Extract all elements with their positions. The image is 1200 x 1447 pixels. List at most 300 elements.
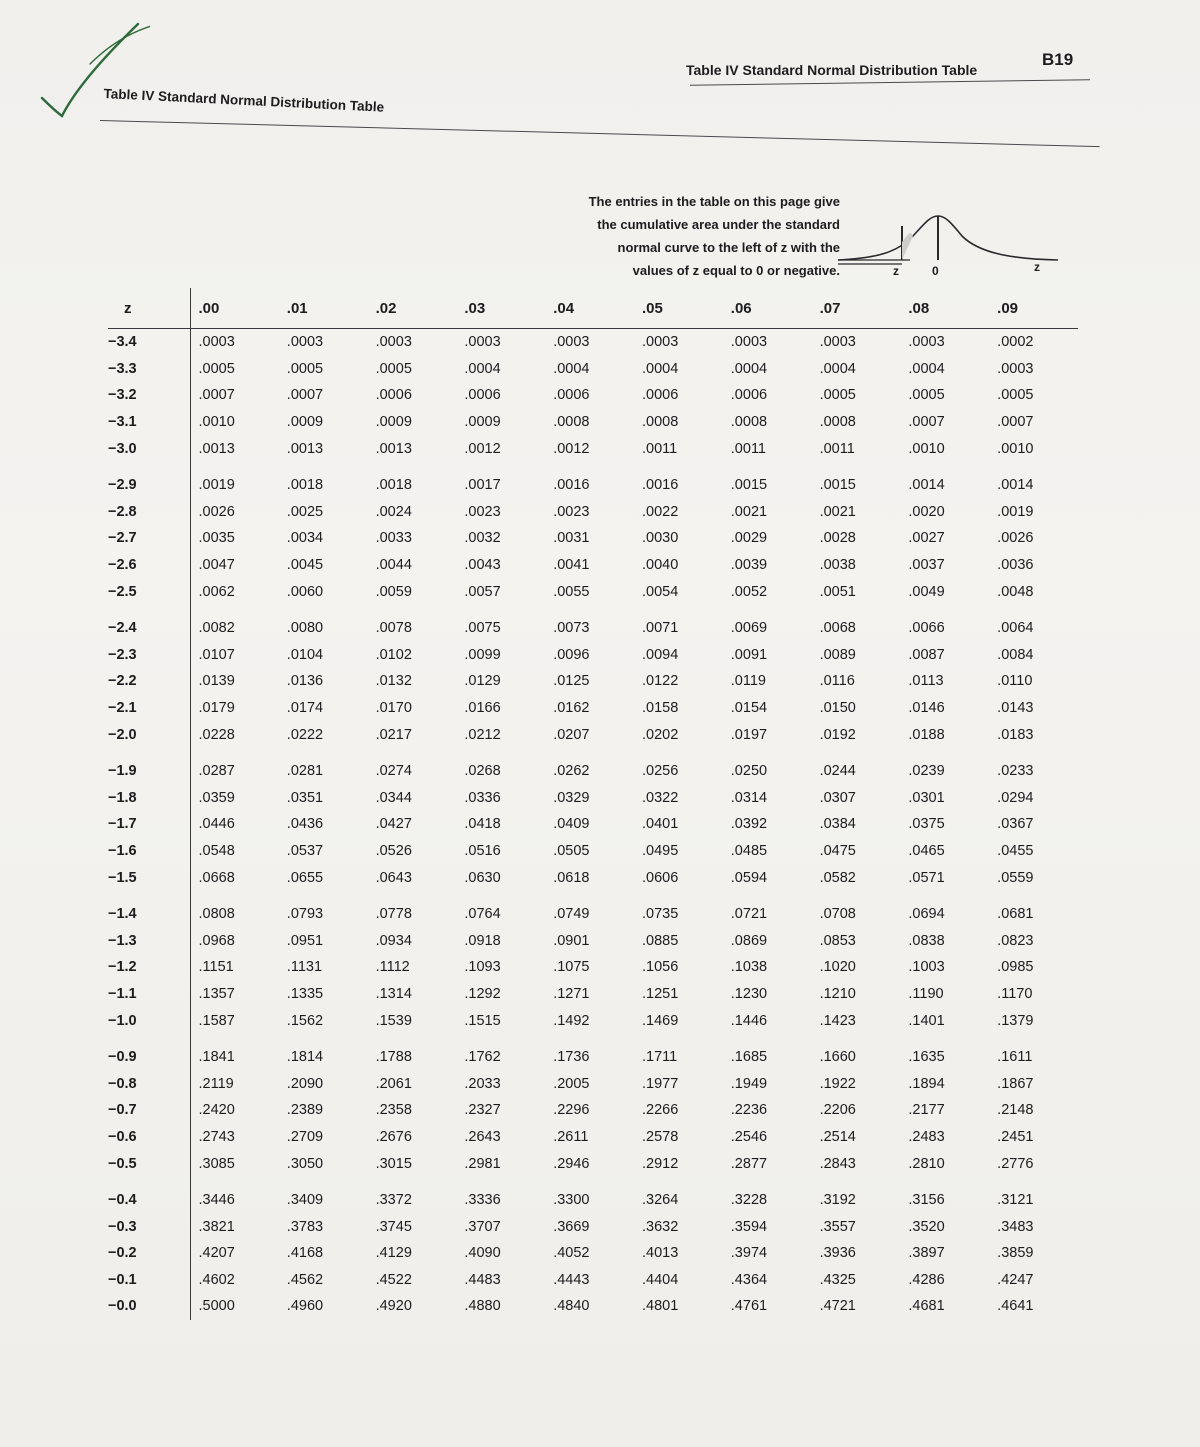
probability-cell: .1814: [286, 1049, 324, 1066]
probability-cell: .0013: [198, 440, 235, 457]
probability-cell: .0019: [198, 477, 235, 494]
probability-cell: .0096: [553, 646, 590, 663]
z-value-cell: −2.6: [108, 552, 190, 579]
probability-cell: .0051: [819, 583, 856, 600]
probability-cell: .0559: [997, 869, 1034, 886]
probability-cell: .0052: [730, 583, 768, 600]
probability-cell: .1401: [908, 1012, 945, 1029]
probability-cell: .4207: [198, 1245, 235, 1262]
probability-cell: .0250: [730, 763, 768, 780]
probability-cell: .2451: [997, 1128, 1034, 1145]
probability-cell: .0060: [286, 583, 324, 600]
probability-cell: .0025: [286, 503, 324, 520]
table-row: [108, 1007, 1078, 1034]
probability-cell: .0129: [464, 673, 501, 690]
probability-cell: .2358: [375, 1102, 412, 1119]
description-line: the cumulative area under the standard: [597, 217, 840, 232]
probability-cell: .0029: [730, 530, 768, 547]
probability-cell: .2810: [908, 1155, 945, 1172]
probability-cell: .0268: [464, 763, 501, 780]
probability-cell: .0022: [641, 503, 679, 520]
probability-cell: .0010: [908, 440, 945, 457]
probability-cell: .0009: [286, 414, 324, 431]
probability-cell: .0082: [198, 620, 235, 637]
probability-cell: .0344: [375, 789, 412, 806]
z-value-cell: −3.4: [108, 329, 190, 356]
z-value-cell: −1.9: [108, 748, 190, 785]
probability-cell: .1151: [198, 959, 234, 976]
probability-cell: .3156: [908, 1192, 945, 1209]
probability-cell: .0099: [464, 646, 501, 663]
table-row: [108, 435, 1078, 462]
zero-label: 0: [932, 264, 939, 278]
z-value-cell: −3.1: [108, 409, 190, 436]
probability-cell: .4247: [997, 1271, 1034, 1288]
probability-cell: .4681: [908, 1298, 945, 1315]
probability-cell: .0455: [997, 842, 1034, 859]
header-row: [108, 288, 1078, 329]
probability-cell: .1357: [198, 985, 235, 1002]
table-row: [108, 1097, 1078, 1124]
probability-cell: .2420: [198, 1102, 235, 1119]
probability-cell: .2296: [553, 1102, 590, 1119]
probability-cell: .0037: [908, 557, 945, 574]
z-left-label: z: [893, 264, 899, 278]
probability-cell: .0032: [464, 530, 501, 547]
probability-cell: .0351: [286, 789, 324, 806]
table-row: [108, 695, 1078, 722]
probability-cell: .3264: [641, 1192, 679, 1209]
probability-cell: .2776: [997, 1155, 1034, 1172]
probability-cell: .1539: [375, 1012, 412, 1029]
probability-cell: .0007: [198, 387, 235, 404]
probability-cell: .3594: [730, 1218, 768, 1235]
z-value-cell: −3.3: [108, 356, 190, 383]
table-row: [108, 525, 1078, 552]
probability-cell: .0170: [375, 700, 412, 717]
probability-cell: .3085: [198, 1155, 235, 1172]
probability-cell: .0005: [908, 387, 945, 404]
probability-cell: .0146: [908, 700, 945, 717]
probability-cell: .4129: [375, 1245, 412, 1262]
probability-cell: .1112: [375, 959, 410, 976]
probability-cell: .0104: [286, 646, 324, 663]
probability-cell: .0014: [997, 477, 1034, 494]
probability-cell: .1230: [730, 985, 768, 1002]
probability-cell: .0017: [464, 477, 501, 494]
probability-cell: .0008: [730, 414, 768, 431]
probability-cell: .0005: [198, 360, 235, 377]
probability-cell: .0418: [464, 816, 501, 833]
probability-cell: .0015: [730, 477, 768, 494]
probability-cell: .0192: [819, 726, 856, 743]
probability-cell: .0485: [730, 842, 768, 859]
z-right-label: z: [1034, 260, 1040, 274]
probability-cell: .4721: [819, 1298, 856, 1315]
table-row: [108, 1267, 1078, 1294]
column-header: .00: [190, 288, 279, 329]
probability-cell: .0028: [819, 530, 856, 547]
probability-cell: .0154: [730, 700, 768, 717]
probability-cell: .0778: [375, 906, 412, 923]
table-row: [108, 668, 1078, 695]
probability-cell: .1251: [641, 985, 679, 1002]
probability-cell: .0027: [908, 530, 945, 547]
probability-cell: .4168: [286, 1245, 324, 1262]
z-value-cell: −1.7: [108, 811, 190, 838]
probability-cell: .2005: [553, 1075, 590, 1092]
probability-cell: .2236: [730, 1102, 768, 1119]
probability-cell: .0006: [553, 387, 590, 404]
table-row: [108, 462, 1078, 499]
probability-cell: .2877: [730, 1155, 768, 1172]
probability-cell: .0233: [997, 763, 1034, 780]
probability-cell: .0010: [997, 440, 1034, 457]
z-value-cell: −0.6: [108, 1124, 190, 1151]
table-row: [108, 811, 1078, 838]
probability-cell: .0951: [286, 932, 324, 949]
probability-cell: .1093: [464, 959, 501, 976]
z-value-cell: −0.8: [108, 1070, 190, 1097]
probability-cell: .0314: [730, 789, 768, 806]
probability-cell: .0139: [198, 673, 235, 690]
probability-cell: .4562: [286, 1271, 324, 1288]
probability-cell: .0010: [198, 414, 235, 431]
probability-cell: .2981: [464, 1155, 501, 1172]
probability-cell: .0054: [641, 583, 679, 600]
probability-cell: .1492: [553, 1012, 590, 1029]
table-row: [108, 1124, 1078, 1151]
probability-cell: .0003: [553, 334, 590, 351]
column-header: .03: [456, 288, 545, 329]
probability-cell: .4641: [997, 1298, 1034, 1315]
z-value-cell: −1.4: [108, 891, 190, 928]
probability-cell: .0008: [641, 414, 679, 431]
probability-cell: .0012: [464, 440, 501, 457]
table-row: [108, 356, 1078, 383]
probability-cell: .0071: [641, 620, 679, 637]
probability-cell: .0150: [819, 700, 856, 717]
probability-cell: .0110: [997, 673, 1033, 690]
probability-cell: .0094: [641, 646, 679, 663]
probability-cell: .0934: [375, 932, 412, 949]
probability-cell: .0367: [997, 816, 1034, 833]
probability-cell: .0019: [997, 503, 1034, 520]
probability-cell: .0020: [908, 503, 945, 520]
probability-cell: .0064: [997, 620, 1034, 637]
probability-cell: .0384: [819, 816, 856, 833]
probability-cell: .3859: [997, 1245, 1034, 1262]
z-value-cell: −0.9: [108, 1034, 190, 1071]
probability-cell: .0197: [730, 726, 768, 743]
z-value-cell: −0.1: [108, 1267, 190, 1294]
table-row: [108, 748, 1078, 785]
probability-cell: .1587: [198, 1012, 235, 1029]
probability-cell: .0735: [641, 906, 679, 923]
probability-cell: .0006: [730, 387, 768, 404]
probability-cell: .0055: [553, 583, 590, 600]
probability-cell: .0174: [286, 700, 324, 717]
probability-cell: .0256: [641, 763, 679, 780]
probability-cell: .0040: [641, 557, 679, 574]
probability-cell: .0012: [553, 440, 590, 457]
probability-cell: .2090: [286, 1075, 324, 1092]
probability-cell: .0018: [375, 477, 412, 494]
probability-cell: .0217: [375, 726, 412, 743]
probability-cell: .0548: [198, 842, 235, 859]
probability-cell: .3300: [553, 1192, 590, 1209]
probability-cell: .0808: [198, 906, 235, 923]
probability-cell: .0132: [375, 673, 412, 690]
z-value-cell: −0.4: [108, 1177, 190, 1214]
probability-cell: .0035: [198, 530, 235, 547]
probability-cell: .2676: [375, 1128, 412, 1145]
probability-cell: .0537: [286, 842, 324, 859]
probability-cell: .0016: [641, 477, 679, 494]
probability-cell: .0968: [198, 932, 235, 949]
header-rule-left: [100, 120, 1100, 147]
probability-cell: .0125: [553, 673, 590, 690]
left-page-title: Table IV Standard Normal Distribution Table: [103, 86, 385, 115]
probability-cell: .3783: [286, 1218, 324, 1235]
probability-cell: .1271: [553, 985, 590, 1002]
probability-cell: .0045: [286, 557, 324, 574]
probability-cell: .0008: [553, 414, 590, 431]
probability-cell: .0158: [641, 700, 679, 717]
probability-cell: .0102: [375, 646, 412, 663]
probability-cell: .4013: [641, 1245, 679, 1262]
probability-cell: .0075: [464, 620, 501, 637]
column-header: .01: [279, 288, 368, 329]
probability-cell: .3936: [819, 1245, 856, 1262]
probability-cell: .0084: [997, 646, 1034, 663]
probability-cell: .0853: [819, 932, 856, 949]
probability-cell: .3897: [908, 1245, 945, 1262]
probability-cell: .2389: [286, 1102, 324, 1119]
column-header: .04: [545, 288, 634, 329]
table-row: [108, 382, 1078, 409]
probability-cell: .0526: [375, 842, 412, 859]
probability-cell: .0228: [198, 726, 235, 743]
probability-cell: .0708: [819, 906, 856, 923]
probability-cell: .0047: [198, 557, 235, 574]
z-value-cell: −1.3: [108, 927, 190, 954]
table-row: [108, 1034, 1078, 1071]
probability-cell: .1446: [730, 1012, 768, 1029]
probability-cell: .2912: [641, 1155, 679, 1172]
probability-cell: .0062: [198, 583, 235, 600]
probability-cell: .1611: [997, 1049, 1033, 1066]
table-row: [108, 721, 1078, 748]
probability-cell: .0183: [997, 726, 1034, 743]
probability-cell: .0026: [198, 503, 235, 520]
z-value-cell: −1.6: [108, 838, 190, 865]
probability-cell: .2033: [464, 1075, 501, 1092]
probability-cell: .4960: [286, 1298, 324, 1315]
probability-cell: .0643: [375, 869, 412, 886]
probability-cell: .3192: [819, 1192, 856, 1209]
probability-cell: .1003: [908, 959, 945, 976]
probability-cell: .0089: [819, 646, 856, 663]
table-row: [108, 864, 1078, 891]
probability-cell: .0436: [286, 816, 324, 833]
probability-cell: .0048: [997, 583, 1034, 600]
probability-cell: .2177: [908, 1102, 945, 1119]
z-value-cell: −1.1: [108, 981, 190, 1008]
probability-cell: .1841: [198, 1049, 235, 1066]
probability-cell: .2206: [819, 1102, 856, 1119]
probability-cell: .0869: [730, 932, 768, 949]
probability-cell: .0694: [908, 906, 945, 923]
table-row: [108, 1150, 1078, 1177]
normal-curve-figure: [838, 206, 1068, 281]
probability-cell: .0571: [908, 869, 945, 886]
table-row: [108, 891, 1078, 928]
probability-cell: .0021: [730, 503, 768, 520]
probability-cell: .3669: [553, 1218, 590, 1235]
probability-cell: .0294: [997, 789, 1034, 806]
probability-cell: .0007: [997, 414, 1034, 431]
table-row: [108, 981, 1078, 1008]
z-value-cell: −2.7: [108, 525, 190, 552]
z-table: [108, 288, 1078, 1320]
probability-cell: .0427: [375, 816, 412, 833]
probability-cell: .1379: [997, 1012, 1034, 1029]
probability-cell: .0009: [464, 414, 501, 431]
probability-cell: .0618: [553, 869, 590, 886]
probability-cell: .0516: [464, 842, 501, 859]
probability-cell: .3228: [730, 1192, 768, 1209]
description-line: values of z equal to 0 or negative.: [632, 263, 840, 278]
probability-cell: .2483: [908, 1128, 945, 1145]
z-value-cell: −1.2: [108, 954, 190, 981]
probability-cell: .0681: [997, 906, 1034, 923]
probability-cell: .0004: [553, 360, 590, 377]
probability-cell: .0823: [997, 932, 1034, 949]
probability-cell: .0202: [641, 726, 679, 743]
probability-cell: .0003: [198, 334, 235, 351]
probability-cell: .4090: [464, 1245, 501, 1262]
probability-cell: .0281: [286, 763, 324, 780]
probability-cell: .0262: [553, 763, 590, 780]
z-value-cell: −2.3: [108, 642, 190, 669]
z-value-cell: −1.5: [108, 864, 190, 891]
probability-cell: .3745: [375, 1218, 412, 1235]
column-header: .07: [812, 288, 901, 329]
z-value-cell: −1.8: [108, 785, 190, 812]
probability-cell: .1423: [819, 1012, 856, 1029]
probability-cell: .0392: [730, 816, 768, 833]
probability-cell: .0005: [286, 360, 324, 377]
table-row: [108, 785, 1078, 812]
probability-cell: .0003: [464, 334, 501, 351]
probability-cell: .0122: [641, 673, 679, 690]
probability-cell: .0006: [464, 387, 501, 404]
description-line: The entries in the table on this page give: [588, 194, 840, 209]
probability-cell: .0007: [286, 387, 324, 404]
probability-cell: .0207: [553, 726, 590, 743]
probability-cell: .2546: [730, 1128, 768, 1145]
probability-cell: .0329: [553, 789, 590, 806]
probability-cell: .4920: [375, 1298, 412, 1315]
probability-cell: .1660: [819, 1049, 856, 1066]
probability-cell: .0179: [198, 700, 235, 717]
probability-cell: .3336: [464, 1192, 501, 1209]
column-header-z: z: [108, 288, 190, 329]
probability-cell: .1170: [997, 985, 1033, 1002]
probability-cell: .0021: [819, 503, 856, 520]
probability-cell: .0465: [908, 842, 945, 859]
probability-cell: .4761: [730, 1298, 768, 1315]
column-header: .02: [368, 288, 457, 329]
probability-cell: .0885: [641, 932, 679, 949]
probability-cell: .3483: [997, 1218, 1034, 1235]
table-row: [108, 1177, 1078, 1214]
z-value-cell: −2.5: [108, 578, 190, 605]
probability-cell: .0018: [286, 477, 324, 494]
probability-cell: .2119: [198, 1075, 234, 1092]
z-value-cell: −2.8: [108, 499, 190, 526]
probability-cell: .0004: [641, 360, 679, 377]
table-row: [108, 1293, 1078, 1320]
probability-cell: .0004: [819, 360, 856, 377]
z-value-cell: −0.7: [108, 1097, 190, 1124]
probability-cell: .0011: [730, 440, 766, 457]
probability-cell: .0023: [553, 503, 590, 520]
probability-cell: .1469: [641, 1012, 679, 1029]
probability-cell: .0401: [641, 816, 679, 833]
z-value-cell: −3.0: [108, 435, 190, 462]
probability-cell: .0901: [553, 932, 590, 949]
probability-cell: .0066: [908, 620, 945, 637]
probability-cell: .0307: [819, 789, 856, 806]
probability-cell: .0004: [908, 360, 945, 377]
probability-cell: .3520: [908, 1218, 945, 1235]
probability-cell: .0015: [819, 477, 856, 494]
probability-cell: .0043: [464, 557, 501, 574]
probability-cell: .0003: [819, 334, 856, 351]
probability-cell: .2148: [997, 1102, 1034, 1119]
probability-cell: .1020: [819, 959, 856, 976]
probability-cell: .1736: [553, 1049, 590, 1066]
probability-cell: .0136: [286, 673, 324, 690]
probability-cell: .0039: [730, 557, 768, 574]
probability-cell: .0336: [464, 789, 501, 806]
probability-cell: .0006: [375, 387, 412, 404]
probability-cell: .0011: [819, 440, 855, 457]
probability-cell: .1210: [819, 985, 856, 1002]
z-value-cell: −0.2: [108, 1240, 190, 1267]
probability-cell: .1949: [730, 1075, 768, 1092]
probability-cell: .0003: [730, 334, 768, 351]
probability-cell: .2327: [464, 1102, 501, 1119]
z-value-cell: −2.4: [108, 605, 190, 642]
probability-cell: .0030: [641, 530, 679, 547]
probability-cell: .0113: [908, 673, 944, 690]
probability-cell: .0375: [908, 816, 945, 833]
probability-cell: .0057: [464, 583, 501, 600]
probability-cell: .3050: [286, 1155, 324, 1172]
probability-cell: .0014: [908, 477, 945, 494]
probability-cell: .4443: [553, 1271, 590, 1288]
z-value-cell: −0.3: [108, 1213, 190, 1240]
probability-cell: .3446: [198, 1192, 235, 1209]
probability-cell: .1922: [819, 1075, 856, 1092]
probability-cell: .2578: [641, 1128, 679, 1145]
probability-cell: .0222: [286, 726, 324, 743]
probability-cell: .0107: [198, 646, 235, 663]
probability-cell: .1515: [464, 1012, 501, 1029]
